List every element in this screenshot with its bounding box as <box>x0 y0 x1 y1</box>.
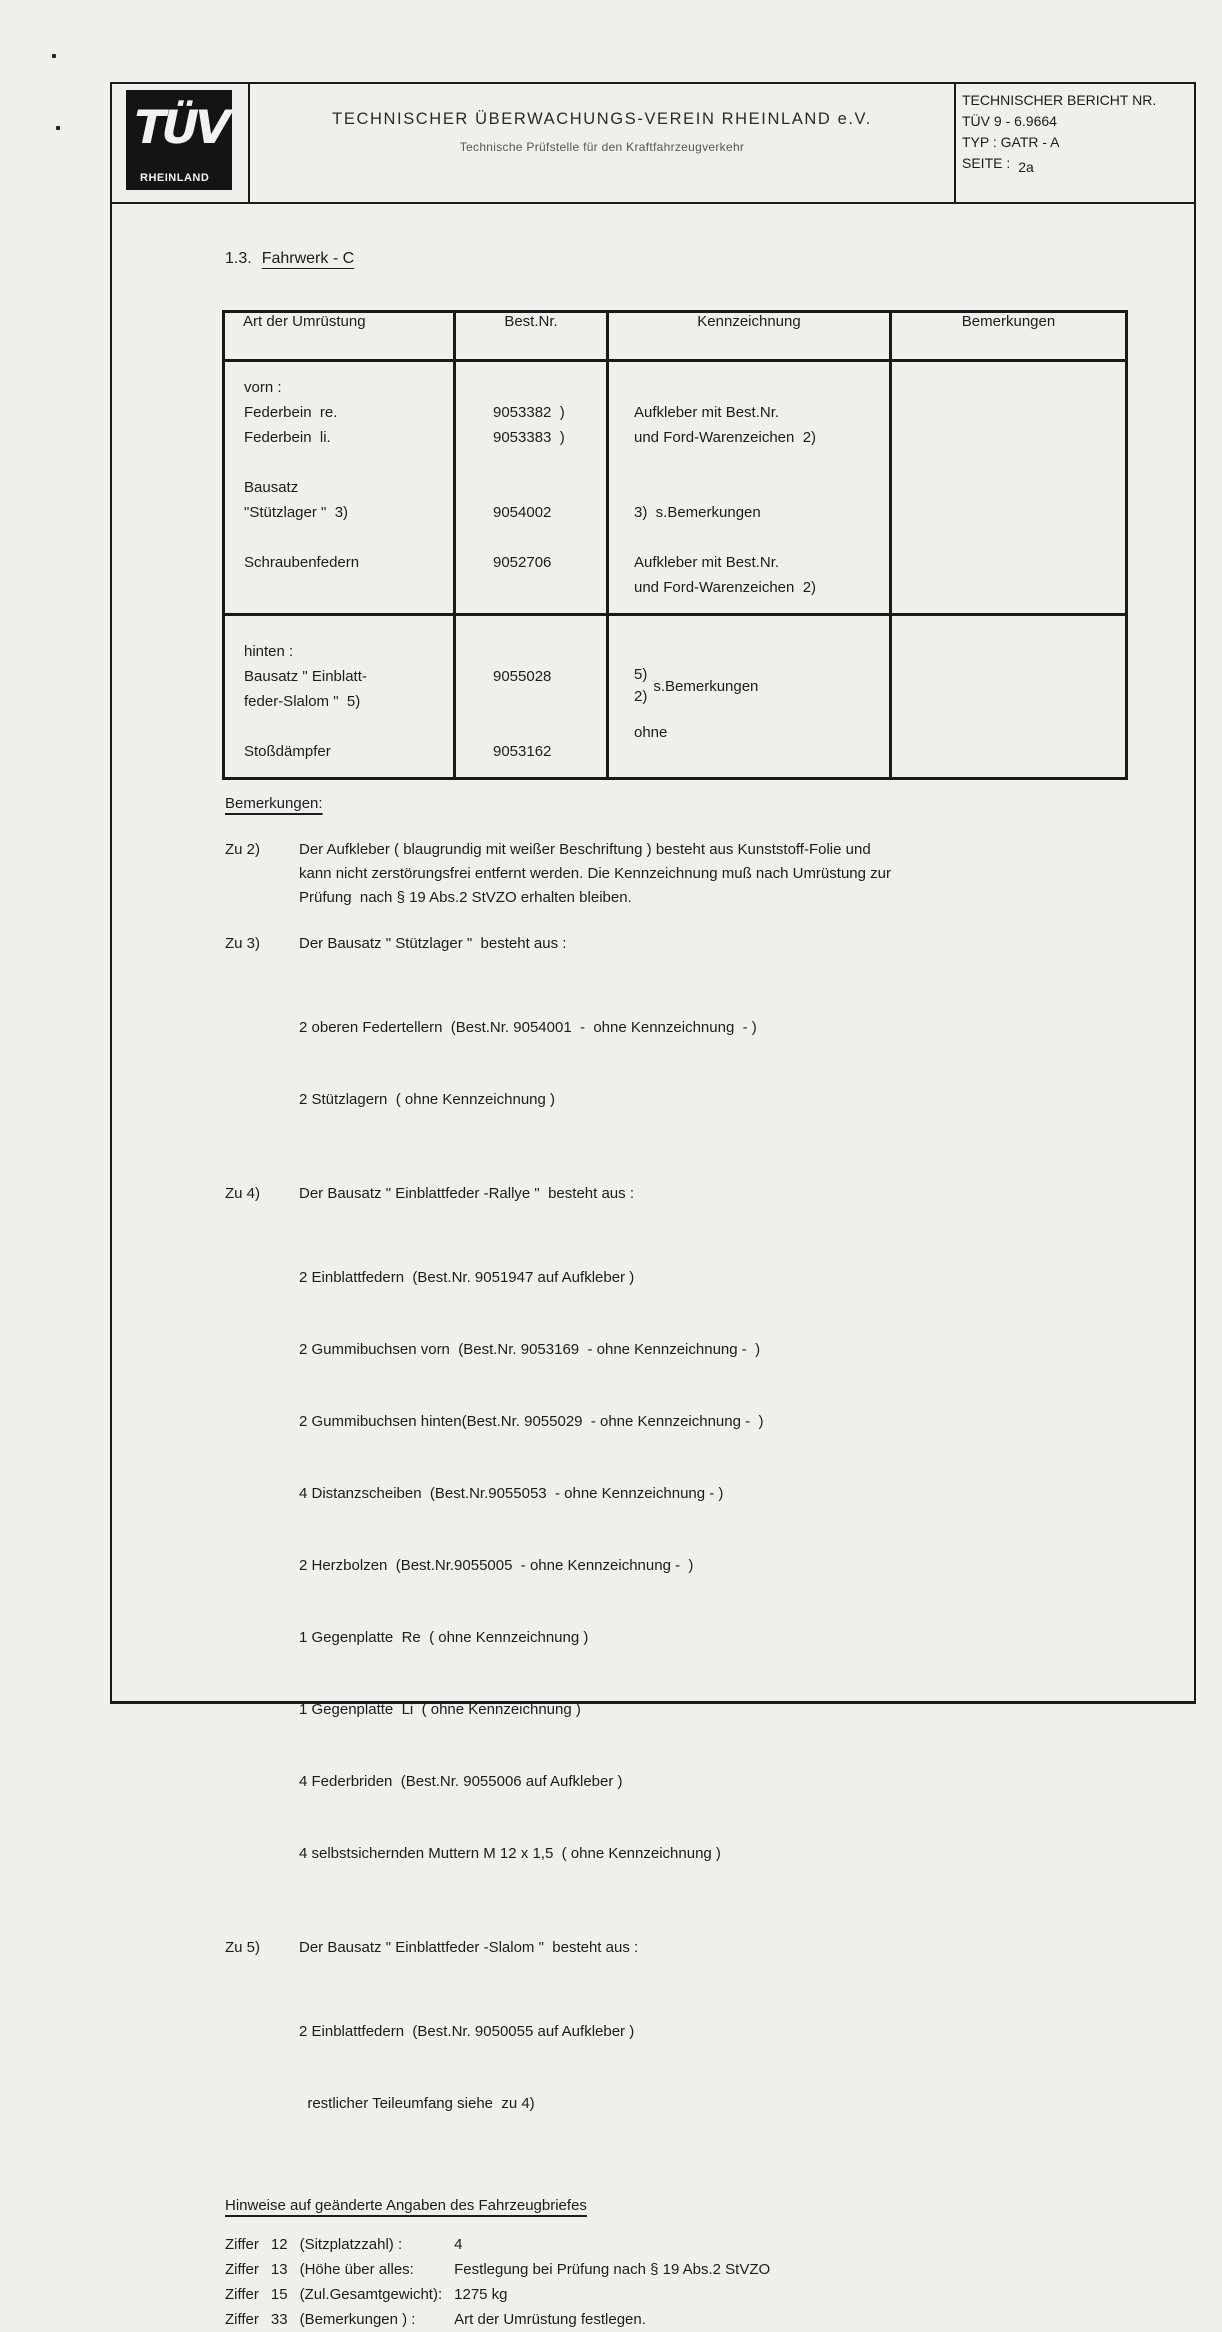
remark-text: Der Aufkleber ( blaugrundig mit weißer Beschriftung ) besteht aus Kunststoff-Folie und kann nicht zerstörungsfrei entfernt werden. Die Kennzeichnung muß nach Umrüstung zur Prüfung nach § 19 Abs.2 StVZO erhalten bleiben. <box>299 841 891 906</box>
section-number: 1.3. <box>225 250 252 267</box>
part-item: 4 Distanzscheiben (Best.Nr.9055053 - ohne Kennzeichnung - ) <box>299 1485 724 1502</box>
remark-text: Der Bausatz " Einblattfeder -Slalom " besteht aus : <box>299 1939 639 1956</box>
rear-mark-refs: 5) 2) <box>634 666 648 705</box>
front-nr-text: 9053382 ) 9053383 ) 9054002 9052706 <box>493 404 565 571</box>
rear-mark-note: s.Bemerkungen <box>653 677 759 695</box>
cell-front-art <box>224 361 455 615</box>
hint-number: 12 <box>270 2236 288 2253</box>
cell-rear-remarks <box>891 615 1127 779</box>
part-item: 2 oberen Federtellern (Best.Nr. 9054001 - ohne Kennzeichnung - ) <box>299 1019 757 1036</box>
front-art-text: vorn : Federbein re. Federbein li. Bausatz "Stützlager " 3) Schraubenfedern <box>244 379 360 571</box>
part-item: 2 Gummibuchsen vorn (Best.Nr. 9053169 - ohne Kennzeichnung - ) <box>299 1341 761 1358</box>
hints-title: Hinweise auf geänderte Angaben des Fahrzeugbriefes <box>225 2197 587 2214</box>
remark-content <box>299 1182 1175 1914</box>
cell-rear-nr <box>455 615 608 779</box>
organization-cell <box>250 82 956 202</box>
logo-mark: TÜV <box>128 100 232 154</box>
hint-number: 13 <box>270 2261 288 2278</box>
column-header-best-nr: Best.Nr. <box>455 312 608 361</box>
rear-remarks-text <box>893 617 1124 641</box>
hint-field: (Höhe über alles: <box>299 2261 414 2278</box>
hint-value: 1275 kg <box>454 2286 508 2303</box>
column-header-art: Art der Umrüstung <box>224 312 455 361</box>
hint-label: Ziffer <box>225 2236 259 2253</box>
document-body <box>225 792 1175 2332</box>
remark-3 <box>225 932 1175 1160</box>
scan-speck <box>52 54 56 58</box>
hint-value: 4 <box>454 2236 463 2253</box>
remark-text: Der Bausatz " Stützlager " besteht aus : <box>299 935 567 952</box>
hint-field: (Zul.Gesamtgewicht): <box>299 2286 443 2303</box>
remark-5 <box>225 1936 1175 2164</box>
parts-table <box>222 310 1128 780</box>
part-item: 1 Gegenplatte Re ( ohne Kennzeichnung ) <box>299 1629 589 1646</box>
hint-field: (Bemerkungen ) : <box>299 2311 416 2328</box>
remark-parts <box>299 1972 1175 2164</box>
table-row-rear <box>224 615 1127 779</box>
remark-content <box>299 838 1175 910</box>
rear-mark-refs-row <box>634 664 882 708</box>
remark-ref: Zu 3) <box>225 935 261 952</box>
remark-content <box>299 1936 1175 2164</box>
rear-art-text: hinten : Bausatz " Einblatt- feder-Slalom " 5) Stoßdämpfer <box>244 643 367 760</box>
report-title: TECHNISCHER BERICHT NR. <box>962 92 1157 108</box>
front-mark-text: Aufkleber mit Best.Nr. und Ford-Warenzeichen 2) 3) s.Bemerkungen Aufkleber mit Best.Nr. und Ford-Warenzeichen 2) <box>634 404 817 596</box>
scan-speck <box>56 126 60 130</box>
cell-front-remarks <box>891 361 1127 615</box>
remark-parts <box>299 968 1175 1160</box>
hint-number: 33 <box>270 2311 288 2328</box>
report-info-cell <box>956 82 1194 202</box>
page-label: SEITE : <box>962 155 1011 171</box>
organization-subtitle: Technische Prüfstelle für den Kraftfahrzeugverkehr <box>459 140 745 154</box>
remarks-title: Bemerkungen: <box>225 795 323 812</box>
hint-label: Ziffer <box>225 2311 259 2328</box>
section-name: Fahrwerk - C <box>261 250 355 267</box>
remark-ref: Zu 2) <box>225 841 261 858</box>
remark-ref: Zu 4) <box>225 1185 261 1202</box>
section-title <box>225 250 354 268</box>
document-header <box>110 82 1196 204</box>
logo-cell <box>110 82 250 202</box>
table-row-front <box>224 361 1127 615</box>
hint-field: (Sitzplatzzahl) : <box>299 2236 403 2253</box>
table-header-row <box>224 312 1127 361</box>
remark-4 <box>225 1182 1175 1914</box>
part-item: 4 Federbriden (Best.Nr. 9055006 auf Aufkleber ) <box>299 1773 623 1790</box>
remark-text: Der Bausatz " Einblattfeder -Rallye " besteht aus : <box>299 1185 634 1202</box>
part-item: restlicher Teileumfang siehe zu 4) <box>299 2095 535 2112</box>
part-item: 2 Einblattfedern (Best.Nr. 9051947 auf Aufkleber ) <box>299 1269 635 1286</box>
hint-label: Ziffer <box>225 2286 259 2303</box>
logo-text: RHEINLAND <box>140 172 210 184</box>
organization-name: TECHNISCHER ÜBERWACHUNGS-VEREIN RHEINLAND e.V. <box>332 110 872 128</box>
column-header-bemerkungen: Bemerkungen <box>891 312 1127 361</box>
part-item: 1 Gegenplatte Li ( ohne Kennzeichnung ) <box>299 1701 581 1718</box>
page-indicator <box>962 153 1194 174</box>
remark-ref: Zu 5) <box>225 1939 261 1956</box>
part-item: 2 Herzbolzen (Best.Nr.9055005 - ohne Kennzeichnung - ) <box>299 1557 694 1574</box>
hint-value: Art der Umrüstung festlegen. <box>454 2311 646 2328</box>
report-type: TYP : GATR - A <box>962 134 1060 150</box>
hint-number: 15 <box>270 2286 288 2303</box>
remark-content <box>299 932 1175 1160</box>
part-item: 2 Einblattfedern (Best.Nr. 9050055 auf Aufkleber ) <box>299 2023 635 2040</box>
cell-front-mark <box>608 361 891 615</box>
hints-list <box>225 2232 1175 2332</box>
hint-value: Festlegung bei Prüfung nach § 19 Abs.2 StVZO <box>454 2261 771 2278</box>
cell-rear-art <box>224 615 455 779</box>
cell-front-nr <box>455 361 608 615</box>
part-item: 2 Gummibuchsen hinten(Best.Nr. 9055029 - ohne Kennzeichnung - ) <box>299 1413 764 1430</box>
tuv-logo <box>126 90 232 190</box>
column-header-kennzeichnung: Kennzeichnung <box>608 312 891 361</box>
report-number: TÜV 9 - 6.9664 <box>962 113 1057 129</box>
rear-nr-text: 9055028 9053162 <box>493 668 552 760</box>
remark-parts <box>299 1218 1175 1914</box>
rear-mark-last: ohne <box>634 724 668 741</box>
page-value: 2a <box>1018 159 1034 175</box>
hint-label: Ziffer <box>225 2261 259 2278</box>
part-item: 4 selbstsichernden Muttern M 12 x 1,5 ( ohne Kennzeichnung ) <box>299 1845 721 1862</box>
cell-rear-mark <box>608 615 891 779</box>
rear-mark-block <box>610 617 888 757</box>
front-remarks-text <box>893 363 1124 387</box>
remark-2 <box>225 838 1175 910</box>
part-item: 2 Stützlagern ( ohne Kennzeichnung ) <box>299 1091 556 1108</box>
